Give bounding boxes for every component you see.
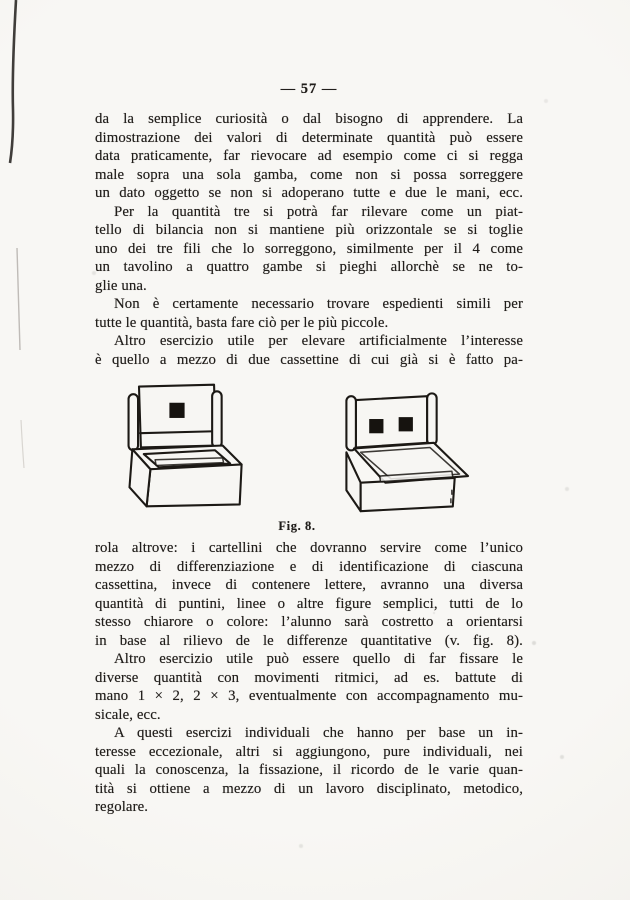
left-lid-label-square: [169, 403, 184, 418]
text-line: cassettina, invece di contenere lettere, avranno una diversa: [95, 577, 523, 593]
text-line: mano 1 × 2, 2 × 3, eventualmente con accompagnamento mu-: [95, 688, 523, 704]
text-line: glie una.: [95, 277, 147, 294]
text-line: data praticamente, far rievocare ad esempio come ci si regga: [95, 148, 523, 164]
paragraph: [95, 650, 523, 724]
paragraph: [95, 110, 523, 203]
text-line: in base al rilievo de le differenze quantitative (v. fig. 8).: [95, 632, 523, 649]
text-line: A questi esercizi individuali che hanno per base un in-: [114, 725, 523, 741]
text-column: [95, 80, 523, 817]
text-line: Altro esercizio utile può essere quello di far fissare le: [114, 651, 523, 667]
paragraph: [95, 203, 523, 296]
text-line: rola altrove: i cartellini che dovranno servire come l’unico: [95, 540, 523, 556]
text-line: regolare.: [95, 799, 149, 815]
text-line: male sopra una sola gamba, come non si possa sorreggere: [95, 166, 523, 183]
paragraph: [95, 724, 523, 817]
text-line: diverse quantità con movimenti ritmici, ad es. battute di: [95, 669, 523, 686]
figure-8: [95, 377, 523, 534]
scan-specks: [0, 0, 2, 2]
paragraph: [95, 539, 523, 650]
right-cassettina-drawing: [335, 382, 487, 514]
text-line: Altro esercizio utile per elevare artificialmente l’interesse: [114, 333, 523, 349]
text-line: tutte le quantità, basta fare ciò per le più piccole.: [95, 314, 389, 331]
text-line: Non è certamente necessario trovare espedienti simili per: [114, 296, 523, 312]
text-line: stesso chiarore o colore: l’alunno sarà costretto a orientarsi: [95, 614, 523, 630]
page-number: — 57 —: [280, 81, 338, 97]
text-line: un dato oggetto se non si adoperano tutte e due le mani, ecc.: [95, 185, 523, 201]
figure-illustration: [95, 377, 523, 514]
text-line: dimostrazione dei valori di determinate quantità può essere: [95, 129, 523, 146]
text-line: quali la conoscenza, la fissazione, il ricordo de le varie quan-: [95, 762, 523, 778]
left-cassettina-drawing: [101, 377, 253, 514]
text-line: tello di bilancia non si mantiene più orizzontale se si toglie: [95, 222, 523, 238]
binding-crease-mark: [0, 0, 40, 500]
paragraph: [95, 332, 523, 369]
text-line: un tavolino a quattro gambe si pieghi allorchè se ne to-: [95, 259, 523, 275]
right-lid-label-square: [369, 419, 383, 433]
figure-caption: Fig. 8.: [278, 519, 316, 533]
text-line: teresse eccezionale, altri si aggiungono, pure individuali, nei: [95, 743, 523, 760]
text-line: tità si ottiene a mezzo di un lavoro disciplinato, metodico,: [95, 780, 523, 797]
text-line: mezzo di differenziazione e di identificazione di ciascuna: [95, 558, 523, 575]
paragraph: [95, 295, 523, 332]
right-lid-label-square: [399, 417, 413, 431]
text-line: sicale, ecc.: [95, 706, 161, 723]
text-line: quantità di puntini, linee o altre figure semplici, tutti de lo: [95, 595, 523, 612]
text-line: da la semplice curiosità o dal bisogno di apprendere. La: [95, 111, 523, 127]
text-line: è quello a mezzo di due cassettine di cui già si è fatto pa-: [95, 351, 523, 368]
text-line: uno dei tre fili che lo sorreggono, similmente per il 4 come: [95, 240, 523, 257]
text-line: Per la quantità tre si potrà far rilevare come un piat-: [114, 203, 523, 220]
